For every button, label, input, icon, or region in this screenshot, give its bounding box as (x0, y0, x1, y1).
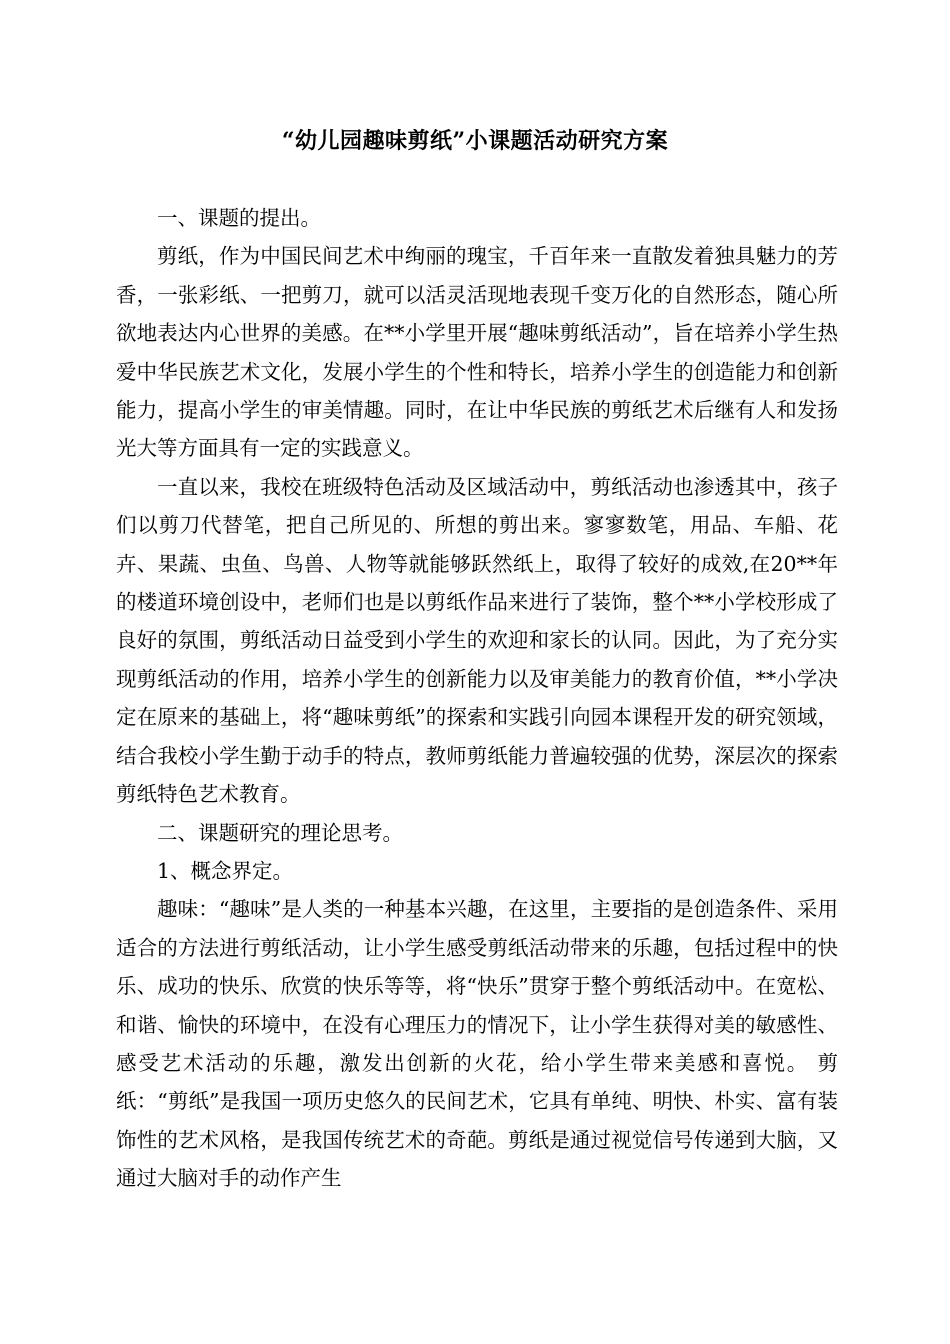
paragraph-background: 一直以来，我校在班级特色活动及区域活动中，剪纸活动也渗透其中，孩子们以剪刀代替笔，把自己所见的、所想的剪出来。寥寥数笔，用品、车船、花卉、果蔬、虫鱼、鸟兽、人物等就能够跃然纸上，取得了较好的成效,在20**年的楼道环境创设中，老师们也是以剪纸作品来进行了装饰，整个**小学校形成了良好的氛围，剪纸活动日益受到小学生的欢迎和家长的认同。因此，为了充分实现剪纸活动的作用，培养小学生的创新能力以及审美能力的教育价值，**小学决定在原来的基础上，将“趣味剪纸”的探索和实践引向园本课程开发的研究领域，结合我校小学生勤于动手的特点，教师剪纸能力普遍较强的优势，深层次的探索剪纸特色艺术教育。 (116, 474, 838, 807)
subsection-heading-1: 1、概念界定。 (157, 858, 294, 883)
document-body (116, 199, 838, 1198)
section-heading-2: 二、课题研究的理论思考。 (157, 820, 403, 845)
section-heading-1: 一、课题的提出。 (157, 206, 321, 230)
paragraph-intro: 剪纸，作为中国民间艺术中绚丽的瑰宝，千百年来一直散发着独具魅力的芳香，一张彩纸、一把剪刀，就可以活灵活现地表现千变万化的自然形态，随心所欲地表达内心世界的美感。在**小学里开展“趣味剪纸活动”，旨在培养小学生热爱中华民族艺术文化，发展小学生的个性和特长，培养小学生的创造能力和创新能力，提高小学生的审美情趣。同时，在让中华民族的剪纸艺术后继有人和发扬光大等方面具有一定的实践意义。 (116, 244, 838, 461)
paragraph-definitions: 趣味：“趣味”是人类的一种基本兴趣，在这里，主要指的是创造条件、采用适合的方法进行剪纸活动，让小学生感受剪纸活动带来的乐趣，包括过程中的快乐、成功的快乐、欣赏的快乐等等，将“快乐”贯穿于整个剪纸活动中。在宽松、和谐、愉快的环境中，在没有心理压力的情况下，让小学生获得对美的敏感性、感受艺术活动的乐趣，激发出创新的火花，给小学生带来美感和喜悦。 剪纸：“剪纸”是我国一项历史悠久的民间艺术，它具有单纯、明快、朴实、富有装饰性的艺术风格，是我国传统艺术的奇葩。剪纸是通过视觉信号传递到大脑，又通过大脑对手的动作产生 (116, 897, 838, 1191)
document-title: “幼儿园趣味剪纸”小课题活动研究方案 (281, 128, 669, 154)
